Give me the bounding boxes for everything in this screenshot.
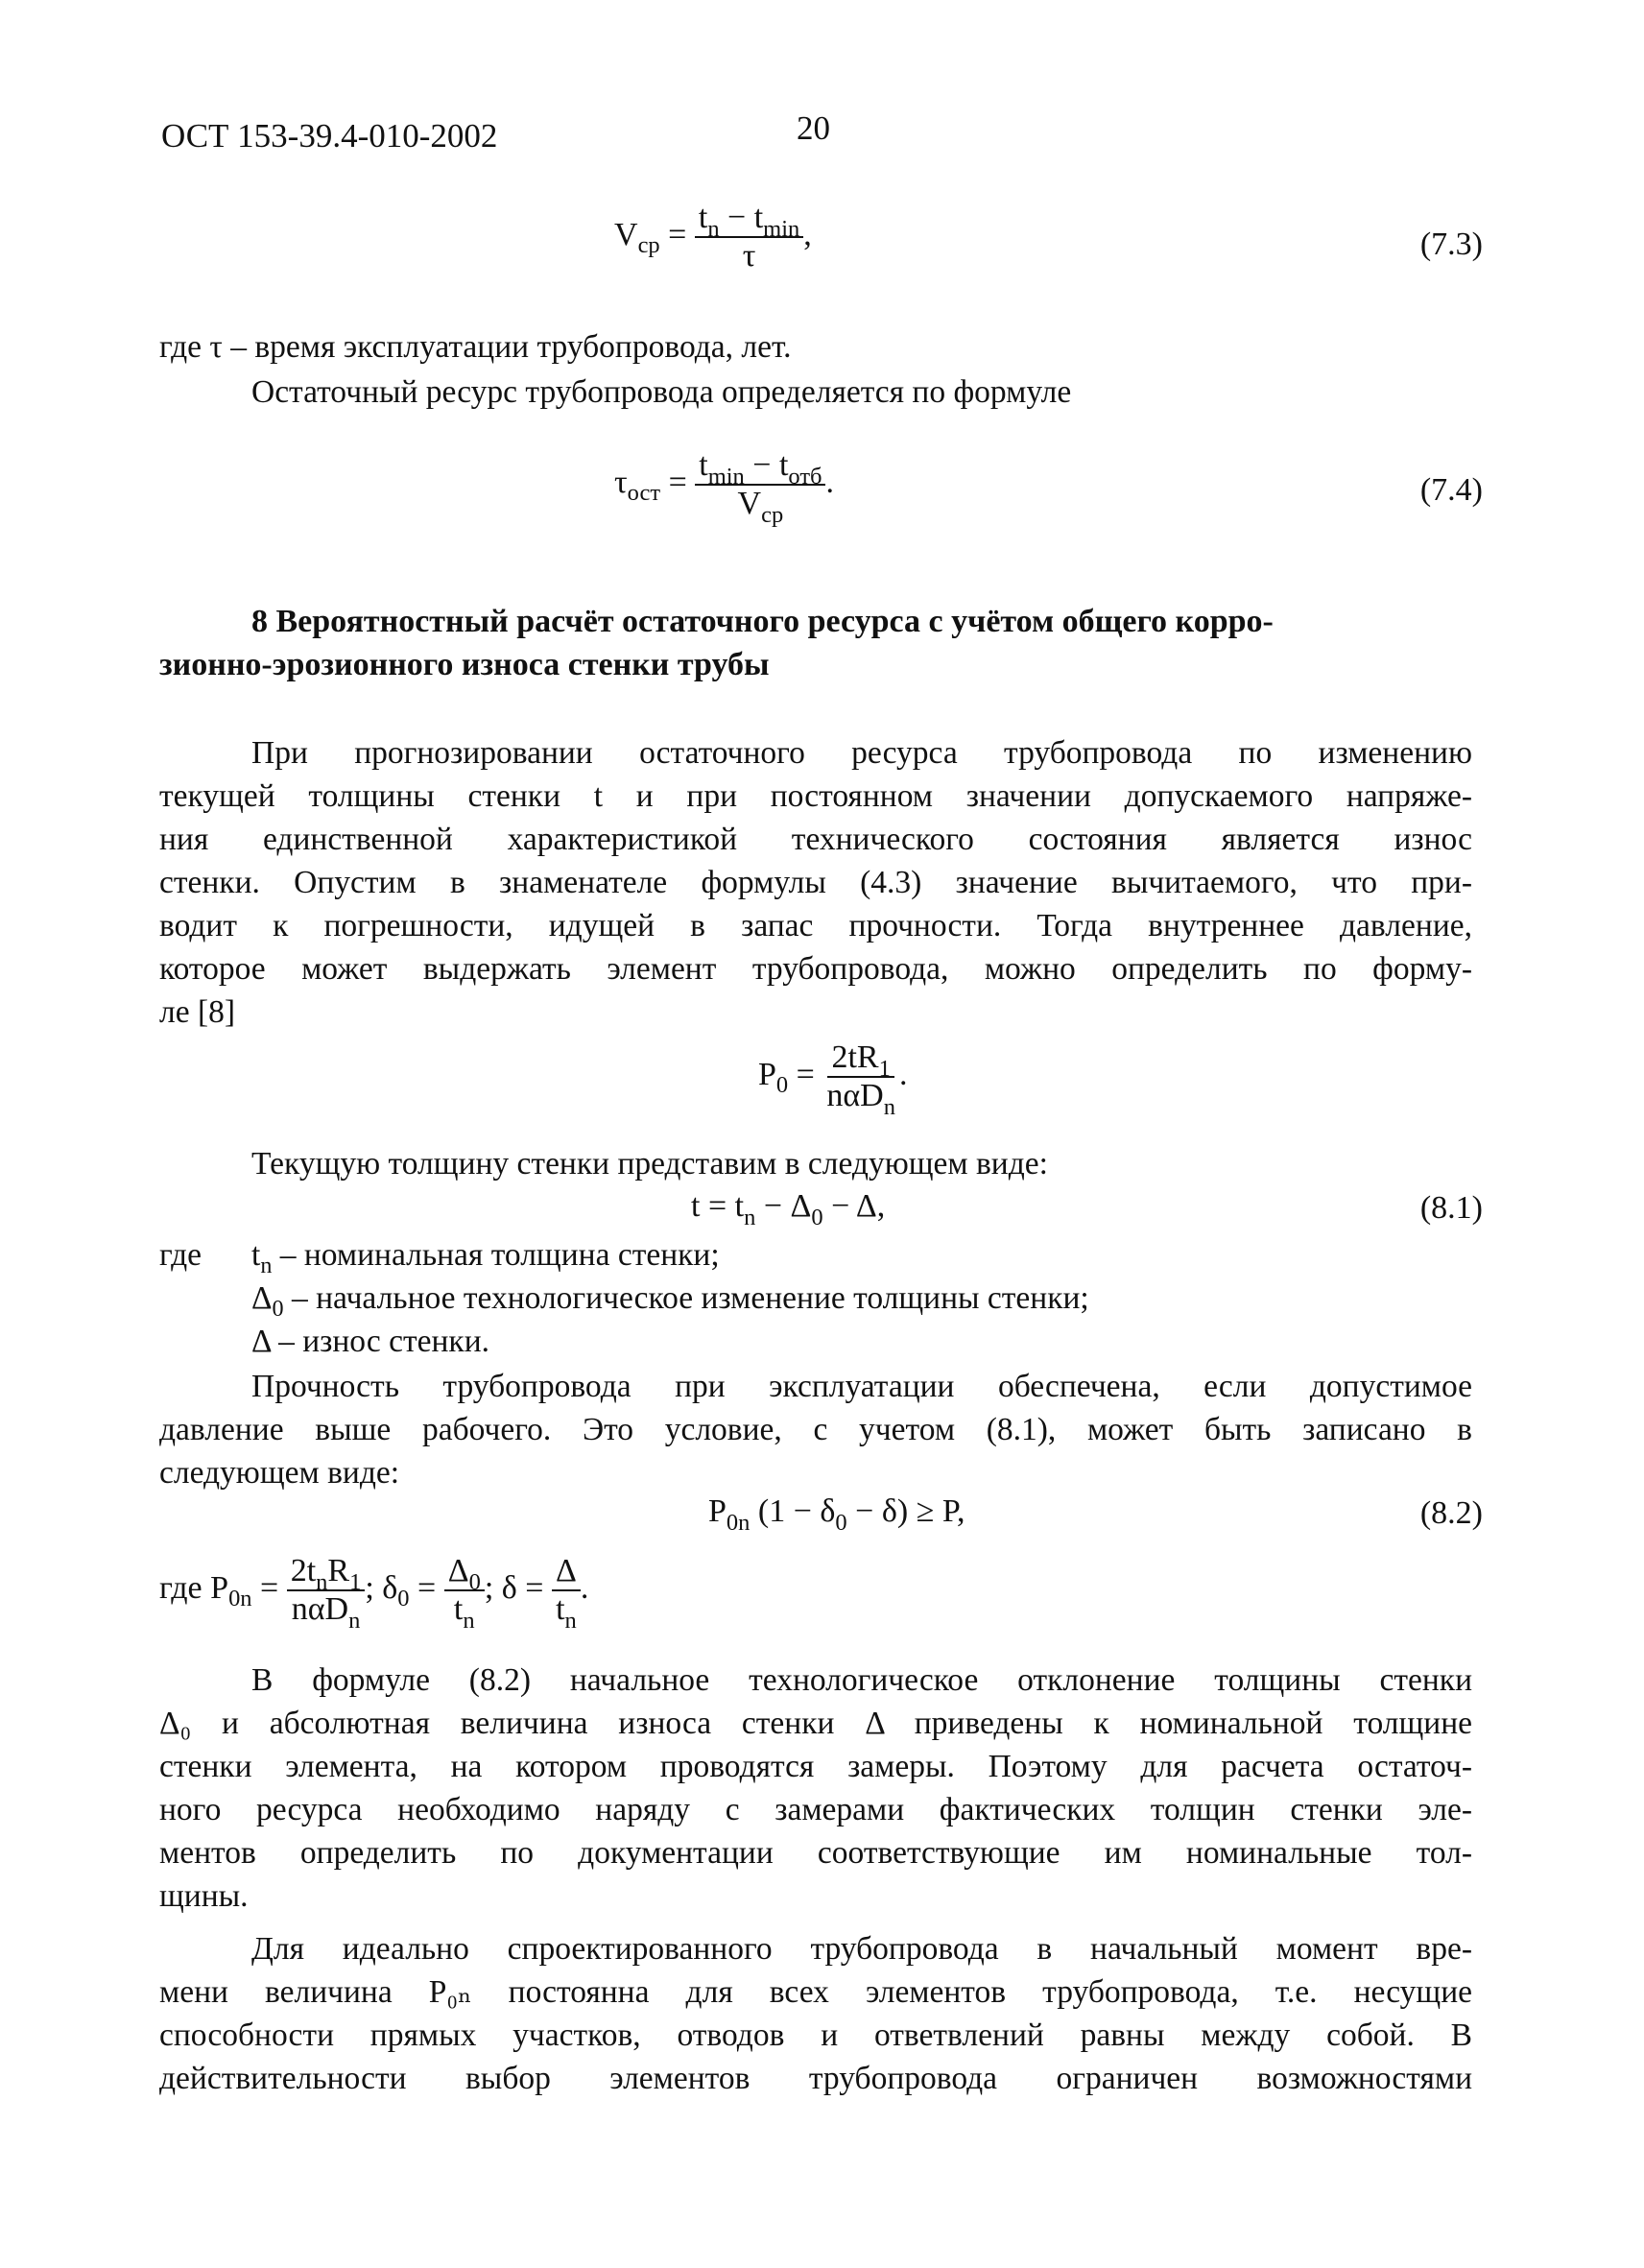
definition-item: $t_n$ – номинальная толщина стенки; [251, 1237, 720, 1279]
paragraph-strength: Прочность трубопровода при эксплуатации обеспечена, если допустимое давление выше рабочего. Это условие, с учетом (8.1), может быть записано в следующем виде: [159, 1369, 1472, 1491]
definitions-list [159, 1233, 1472, 1363]
definition-item: $\Delta_0$ – начальное технологическое изменение толщины стенки; [251, 1280, 1089, 1323]
equation-7-4: $\tau_{ост}$ = $\frac{t_{min} - t_{отб}}{V_{ср}}$ . [614, 447, 834, 528]
equation-7-3: $V_{ср}$ = $\frac{t_n - t_{min}}{\tau}$ , [614, 200, 812, 274]
paragraph-ideal-pipeline: Для идеально спроектированного трубопровода в начальный момент вре- мени величина P₀ₙ постоянна для всех элементов трубопровода, т.е. несущие способности прямых участков, отводов и ответвлений равны между собой. В действительности выбор элементов трубопровода ограничен возможностями [159, 1931, 1472, 2096]
definition-item: Δ – износ стенки. [251, 1324, 490, 1359]
equation-number-7-4: (7.4) [1419, 472, 1483, 508]
paragraph-formula-8-2: В формуле (8.2) начальное технологическое отклонение толщины стенки Δ₀ и абсолютная величина износа стенки Δ приведены к номинальной толщине стенки элемента, на котором проводятся замеры. Поэтому для расчета остаточ- ного ресурса необходимо наряду с замерами фактических толщин стенки эле- ментов определить по документации соответствующие им номинальные тол- щины. [159, 1662, 1472, 1914]
equation-8-2: $P_{0n}$ $(1 - \delta_0 - \delta) \ge P$, [708, 1493, 965, 1536]
equation-number-7-3: (7.3) [1419, 227, 1483, 262]
page-number: 20 [797, 109, 830, 147]
section-8-heading: 8 Вероятностный расчёт остаточного ресурса с учётом общего корро- зионно-эрозионного износа стенки трубы [159, 604, 1274, 682]
where-p0n-definitions: где $P_{0n}$ = $\frac{2t_nR_1}{n\alpha D_n}$ ; $\delta_0$ = $\frac{\Delta_0}{t_n}$ ; δ = $\frac{\Delta}{t_n}$ . [159, 1553, 589, 1634]
where-label: где [159, 1237, 202, 1273]
equation-8-1: $t = t_n - \Delta_0 - \Delta$, [691, 1188, 886, 1230]
equation-number-8-2: (8.2) [1419, 1495, 1483, 1531]
paragraph-forecast: При прогнозировании остаточного ресурса трубопровода по изменению текущей толщины стенки t и при постоянном значении допускаемого напряже- ния единственной характеристикой технического состояния является износ стенки. Опустим в знаменателе формулы (4.3) значение вычитаемого, что при- водит к погрешности, идущей в запас прочности. Тогда внутреннее давление, которое может выдержать элемент трубопровода, можно определить по форму- ле [8] [159, 735, 1472, 1030]
standard-code: ОСТ 153-39.4-010-2002 [161, 117, 498, 155]
equation-p0: $P_0$ = $\frac{2tR_1}{n\alpha D_n}$ . [758, 1039, 908, 1120]
resource-formula-intro: Остаточный ресурс трубопровода определяется по формуле [251, 374, 1072, 410]
equation-number-8-1: (8.1) [1419, 1190, 1483, 1226]
tau-definition: где τ – время эксплуатации трубопровода, лет. [159, 329, 792, 365]
thickness-intro: Текущую толщину стенки представим в следующем виде: [251, 1146, 1048, 1182]
